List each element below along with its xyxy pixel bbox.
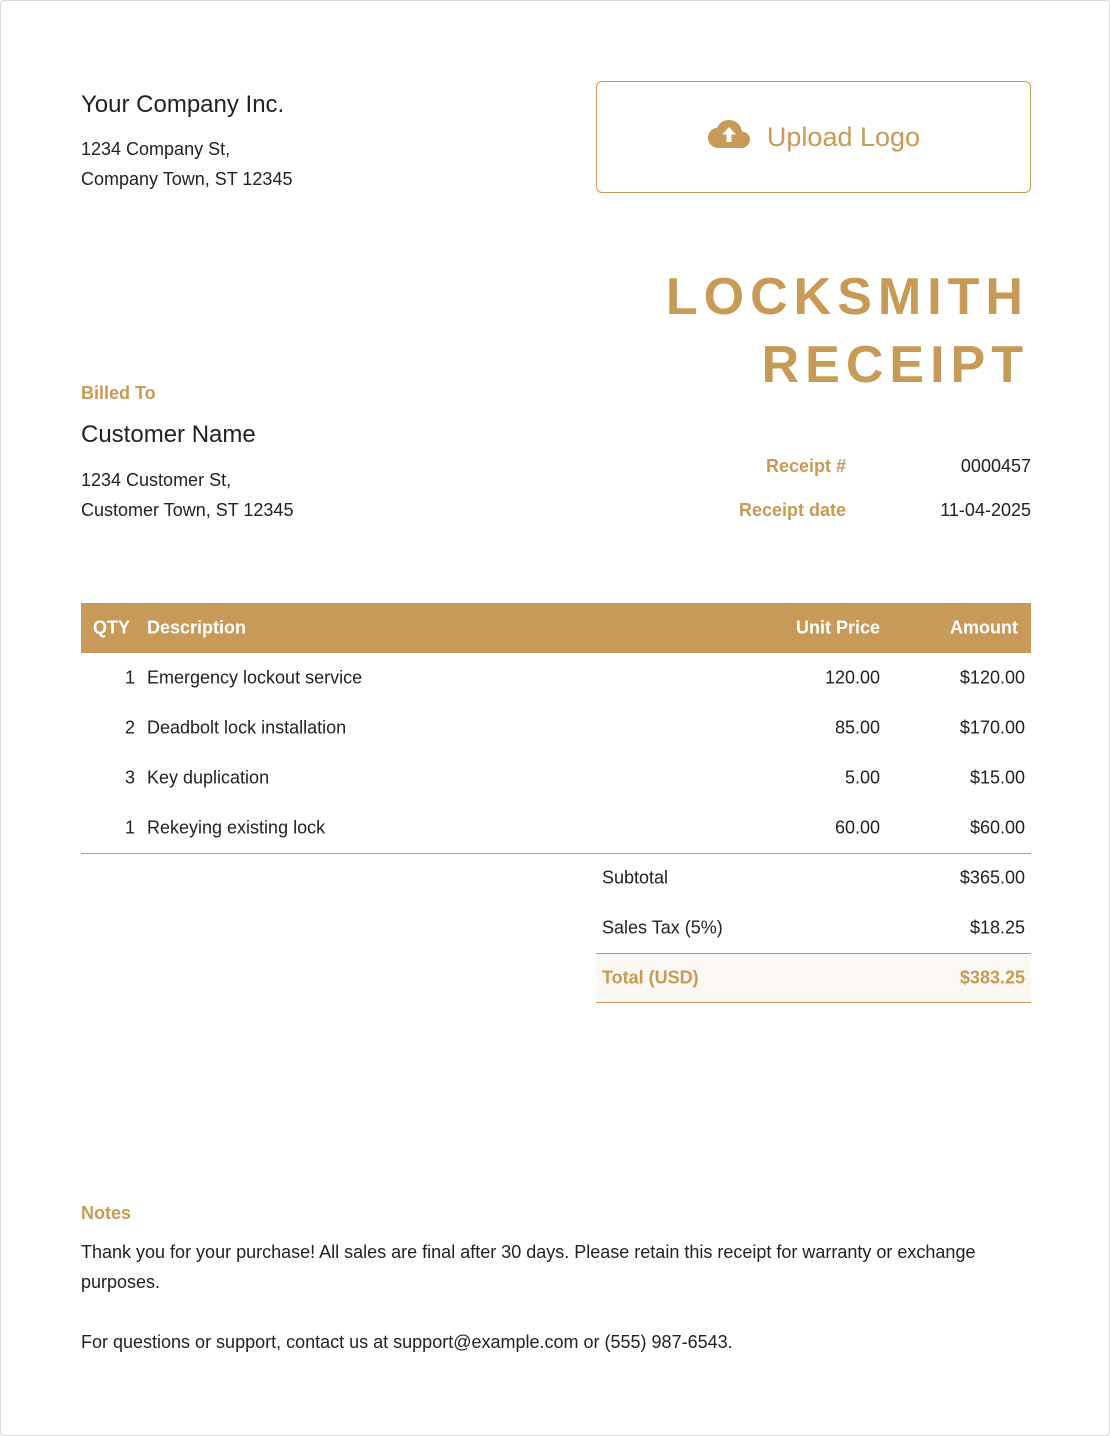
- receipt-number-label: Receipt #: [765, 456, 846, 476]
- total-label: Total (USD): [602, 967, 699, 988]
- table-row: [81, 803, 1031, 853]
- customer-name: Customer Name: [81, 421, 256, 448]
- row-qty: 1: [124, 817, 135, 838]
- contact-text: For questions or support, contact us at support@example.com or (555) 987-6543.: [81, 1332, 733, 1352]
- row-description: Rekeying existing lock: [147, 817, 326, 838]
- header-description: Description: [147, 617, 247, 638]
- customer-address-line1: 1234 Customer St,: [81, 470, 232, 490]
- row-unit-price: 85.00: [834, 717, 880, 738]
- receipt-number: 0000457: [960, 456, 1031, 476]
- company-address-line1: 1234 Company St,: [81, 139, 231, 159]
- subtotal-value: $365.00: [959, 867, 1025, 888]
- cloud-upload-icon: [707, 118, 751, 157]
- notes-label: Notes: [81, 1203, 132, 1223]
- header-qty: QTY: [93, 617, 131, 638]
- sales-tax-label: Sales Tax (5%): [602, 917, 723, 938]
- notes-text: Thank you for your purchase! All sales are final after 30 days. Please retain this receipt for warranty or exchange purposes.: [81, 1242, 976, 1292]
- row-qty: 1: [124, 667, 135, 688]
- title-line2: RECEIPT: [761, 336, 1029, 394]
- row-amount: $120.00: [959, 667, 1025, 688]
- company-name: Your Company Inc.: [81, 91, 285, 118]
- header-unit-price: Unit Price: [795, 617, 880, 638]
- row-unit-price: 5.00: [844, 767, 880, 788]
- total-row: [596, 953, 1031, 1003]
- row-unit-price: 120.00: [824, 667, 880, 688]
- row-amount: $60.00: [969, 817, 1025, 838]
- items-table-header: [81, 603, 1031, 653]
- row-qty: 2: [124, 717, 135, 738]
- upload-logo-label: Upload Logo: [766, 121, 921, 152]
- customer-address: [81, 465, 293, 525]
- sales-tax-row: [596, 903, 1031, 953]
- receipt-date-label: Receipt date: [738, 500, 846, 520]
- table-row: [81, 753, 1031, 803]
- customer-address-line2: Customer Town, ST 12345: [81, 500, 294, 520]
- total-value: $383.25: [959, 967, 1025, 988]
- sales-tax-value: $18.25: [969, 917, 1025, 938]
- table-row: [81, 653, 1031, 703]
- document-title: [666, 263, 1029, 399]
- company-address: [81, 134, 292, 194]
- title-line1: LOCKSMITH: [665, 268, 1029, 326]
- billed-to-label: Billed To: [81, 383, 156, 403]
- row-qty: 3: [124, 767, 135, 788]
- company-address-line2: Company Town, ST 12345: [81, 169, 293, 189]
- table-row: [81, 703, 1031, 753]
- row-description: Key duplication: [147, 767, 270, 788]
- header-amount: Amount: [950, 617, 1018, 638]
- subtotal-label: Subtotal: [602, 867, 669, 888]
- subtotal-row: [596, 853, 1031, 903]
- row-description: Deadbolt lock installation: [147, 717, 347, 738]
- row-description: Emergency lockout service: [147, 667, 363, 688]
- row-amount: $15.00: [969, 767, 1025, 788]
- receipt-date: 11-04-2025: [940, 500, 1031, 520]
- row-unit-price: 60.00: [834, 817, 880, 838]
- upload-logo-button[interactable]: [596, 81, 1031, 193]
- row-amount: $170.00: [959, 717, 1025, 738]
